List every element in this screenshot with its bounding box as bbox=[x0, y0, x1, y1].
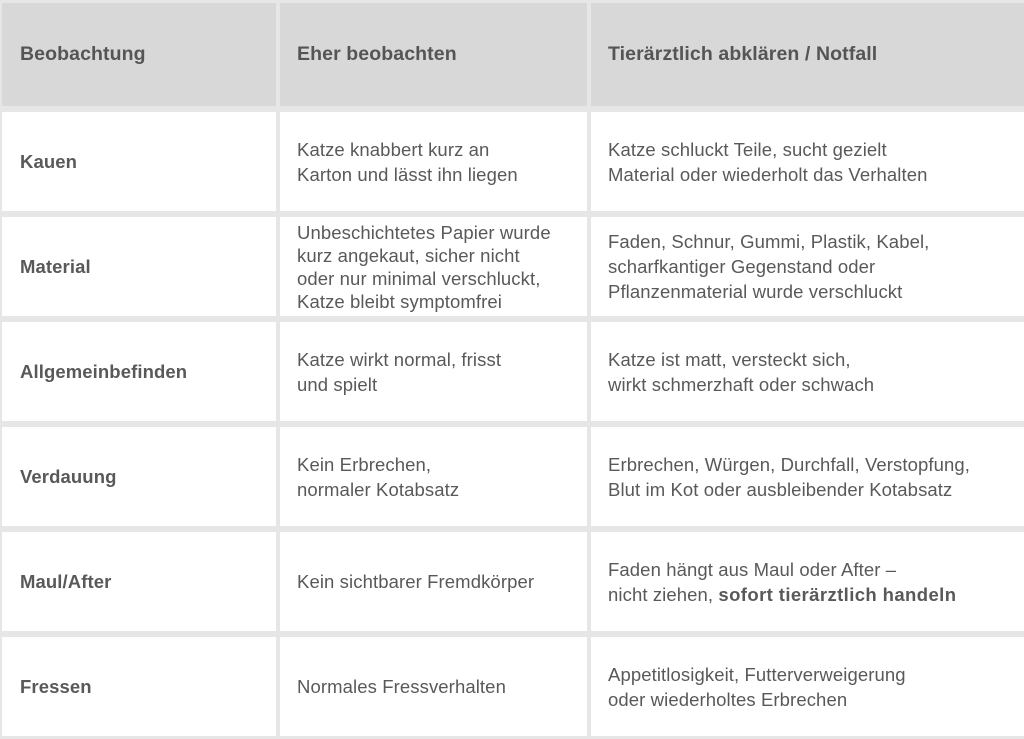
row-label-text: Kauen bbox=[20, 151, 78, 172]
cell-observe-verdauung bbox=[280, 427, 587, 526]
vet-text: Katze ist matt, versteckt sich, wirkt schmerzhaft oder schwach bbox=[608, 348, 875, 395]
cell-observe-maul-after bbox=[280, 532, 587, 631]
cell-vet-verdauung bbox=[591, 427, 1024, 526]
row-label-maul-after bbox=[2, 532, 276, 631]
header-vet-emergency bbox=[591, 3, 1024, 106]
row-label-text: Fressen bbox=[20, 676, 92, 697]
cell-observe-allgemeinbefinden bbox=[280, 322, 587, 421]
row-label-text: Material bbox=[20, 256, 91, 277]
observe-text: Kein sichtbarer Fremdkörper bbox=[297, 571, 535, 592]
observe-text: Katze wirkt normal, frisst und spielt bbox=[297, 348, 502, 395]
cell-observe-material bbox=[280, 217, 587, 316]
vet-text: Erbrechen, Würgen, Durchfall, Verstopfung, Blut im Kot oder ausbleibender Kotabsatz bbox=[608, 453, 971, 500]
cell-vet-allgemeinbefinden bbox=[591, 322, 1024, 421]
row-label-text: Verdauung bbox=[20, 466, 117, 487]
row-label-material bbox=[2, 217, 276, 316]
row-label-fressen bbox=[2, 637, 276, 736]
cell-vet-kauen bbox=[591, 112, 1024, 211]
cell-vet-maul-after bbox=[591, 532, 1024, 631]
header-vet-text: Tierärztlich abklären / Notfall bbox=[608, 43, 878, 65]
header-watch-text: Eher beobachten bbox=[297, 43, 457, 65]
observe-text: Normales Fressverhalten bbox=[297, 676, 506, 697]
cell-vet-fressen bbox=[591, 637, 1024, 736]
observe-text: Unbeschichtetes Papier wurde kurz angekaut, sicher nicht oder nur minimal verschluckt, Katze bleibt symptomfrei bbox=[297, 221, 551, 312]
vet-text: Faden, Schnur, Gummi, Plastik, Kabel, scharfkantiger Gegenstand oder Pflanzenmaterial wurde verschluckt bbox=[608, 231, 930, 302]
vet-emphasis-text: sofort tierärztlich handeln bbox=[718, 583, 957, 605]
row-label-allgemeinbefinden bbox=[2, 322, 276, 421]
vet-line-1: Faden hängt aus Maul oder After – bbox=[608, 558, 897, 580]
header-observation bbox=[2, 3, 276, 106]
observe-text: Kein Erbrechen, normaler Kotabsatz bbox=[297, 453, 460, 500]
vet-text: Appetitlosigkeit, Futterverweigerung oder wiederholtes Erbrechen bbox=[608, 663, 906, 710]
cell-observe-fressen bbox=[280, 637, 587, 736]
row-label-verdauung bbox=[2, 427, 276, 526]
header-watch bbox=[280, 3, 587, 106]
row-label-kauen bbox=[2, 112, 276, 211]
row-label-text: Allgemeinbefinden bbox=[20, 361, 188, 382]
cell-vet-material bbox=[591, 217, 1024, 316]
cell-observe-kauen bbox=[280, 112, 587, 211]
header-observation-text: Beobachtung bbox=[20, 43, 146, 65]
vet-text: Katze schluckt Teile, sucht gezielt Material oder wiederholt das Verhalten bbox=[608, 138, 928, 185]
vet-line-2-plain: nicht ziehen, bbox=[608, 583, 719, 605]
vet-text bbox=[608, 557, 956, 607]
row-label-text: Maul/After bbox=[20, 571, 112, 592]
observe-text: Katze knabbert kurz an Karton und lässt ihn liegen bbox=[297, 138, 518, 185]
